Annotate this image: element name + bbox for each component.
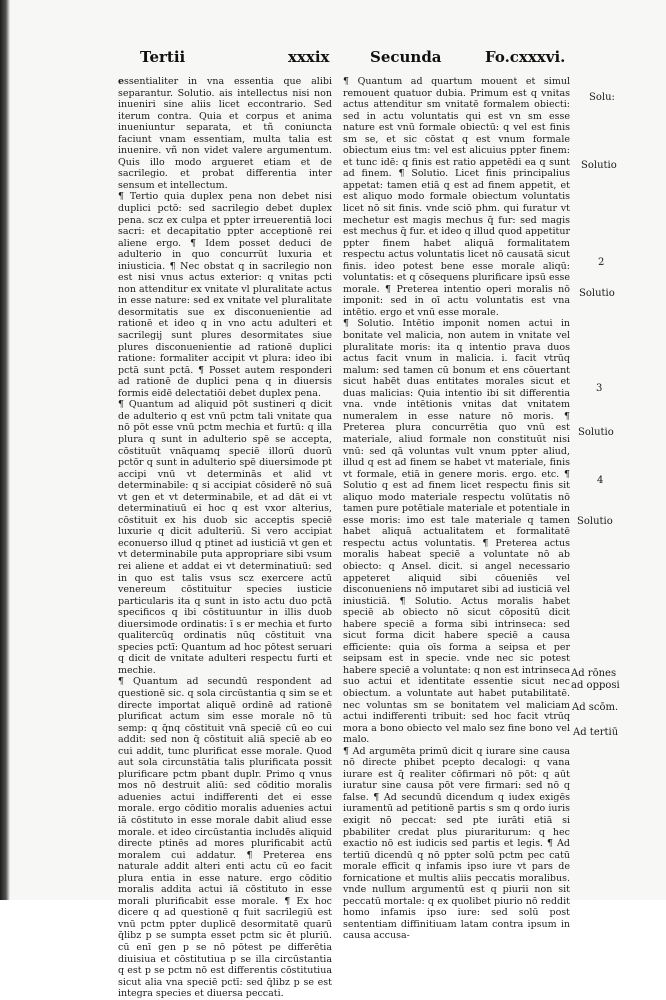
running-header [140,48,600,78]
binding-shadow [0,0,10,900]
left-text-column [118,76,332,1000]
paragraph: ¶ Ad argumēta primū dicit q iurare sine causa nō directe phibet pcepto decalogi: q vana iurare est q̄ realiter cōfirmari nō pōt: q aūt iuratur sine causa pōt vere firmari: sed nō q false. ¶ Ad secundū dicendum q iudex exigēs iuramentū ad petitionē partis s sm q ordo iuris exigit nō peccat: sed pte iurāti etiā si pbabiliter credat plus piurariturum: q hec exactio nō est iudicis sed partis et legis. ¶ Ad tertiū dicendū q nō ppter solū pctm pec catū morale efficit q infamis ipso iure vt pars de fornicatione et multis aliis peccatis moralibus. vnde nullum argumentū est q piurii non sit peccatū mortale: q ex quolibet piurio nō reddit homo infamis ipso iure: sed solū post sententiam diffinitiuam latam contra ipsum in causa accusa- [343,745,570,942]
right-text-column [343,76,570,942]
paragraph: ¶ Quantum ad aliquid pōt sustineri q dicit de adulterio q est vnū pctm tali vnitate qua nō pōt esse vnū pctm mechia et furtū: q illa plura q sunt in adulterio spē se accepta, cōstituūt vnāquamq speciē illorū duorū pctōr q sunt in adulterio spē diuersimode pt accipi vnū vt determinās et alid vt determinabile: q si accipiat cōsiderē nō suā vt gen et vt determinabile, et ad dāt ei vt determinatiuū ei hoc q est vxor alterius, cōstituit ex his duob sic acceptis speciē luxurie q dicit adulteriū. Si vero accipiat econuerso illud q ptinet ad iusticiā vt gen et vt determinabile puta appropriare sibi vsum rei aliene et addat ei vt determinatiuū: sed in quo est talis vsus scz exercere actū venereum cōstituitur species iusticie particularis ita q sunt in isto actu duo pctā specificos q ibi cōstituuntur in illis duob diuersimode ordinatis: ī s er mechia et furto qualitercūq ordinatis nūq cōstituit vna species pctī: Quantum ad hoc pōtest seruari q dicit de vnitate adulteri respectu furti et mechie. [118,399,332,676]
header-part: Secunda [370,48,442,66]
margin-note: 4 [597,475,604,486]
margin-note: 2 [598,257,605,268]
paragraph: ¶ Solutio. Intētio imponit nomen actui in bonitate vel malicia, non autem in vnitate vel pluralitate moris: ita q intentio prava duos actus facit vnum in malicia. i. facit vtrūq malum: sed tamen cū bonum et ens cōuertant sicut habēt duas entitates morales sicut et duas malicias: Quia intentio ibi sit differentia vna. vnde intētionis vnitas dat vnitatem numeralem in esse nature nō moris. ¶ Preterea plura concurrētia quo vnū est materiale, aliud formale non constituūt nisi vnū: sed qā voluntas vult vnum ppter aliud, illud q est ad finem se habet vt materiale, finis vt formale, etiā in genere moris. ergo. etc. ¶ Solutio q est ad finem licet respectu finis sit aliquo modo materiale respectu volūtatis nō tamen pure potētiale materiale et potentiale in esse moris: imo est tale materiale q tamen habet aliquā actualitatem et formalitatē respectu actus voluntatis. ¶ Preterea actus moralis habeat speciē a voluntate nō ab obiecto: q Ansel. dicit. si angel necessario appeteret aliquid sibi cōueniēs vel disconueniens nō imputaret sibi ad iusticiā vel iniusticiā. ¶ Solutio. Actus moralis habet speciē ab obiecto nō sicut cōpositū dicit habere speciē a forma sibi intrinseca: sed sicut forma dicit habere speciē a causa efficiente: quia oīs forma a seipsa et per seipsam est in specie. vnde nec sic potest habere speciē a voluntate: q non est intrinseca suo actui et identitate essentie sicut nec obiectum. a voluntate aut habet putabilitatē. nec voluntas sm se bonitatem vel maliciam actui indifferenti tribuit: sed hoc facit vtrūq mora a bono obiecto vel malo sez fine bono vel malo. [343,318,570,746]
header-left: Tertii [140,48,186,66]
margin-note: Solu: [589,92,615,103]
header-section-number: xxxix [288,48,330,66]
margin-note: Ad rōnes [571,668,617,679]
margin-note: ad opposi [571,680,620,691]
margin-note: Ad scōm. [572,702,619,713]
paragraph: ¶ Quantum ad quartum mouent et simul remouent quatuor dubia. Primum est q vnitas actus attenditur sm vnitatē formalem obiecti: sed in actu voluntatis qui est vn sm esse nature est vnū formale obiectū: q vel est finis sm se, et sic cōstat q est vnum formale obiectum eius tm: vel est alicuius ppter finem: et tunc idē: q finis est ratio appetēdi ea q sunt ad finem. ¶ Solutio. Licet finis principalius appetat: tamen etiā q est ad finem appetit, et est aliquo modo formale obiectum voluntatis licet nō sit finis. vnde sciō phm. qui furatur vt mechetur est magis mechus q̄ fur: sed magis est mechus q̄ fur. et ideo q illud quod appetitur ppter finem habet aliquā formalitatem respectu actus voluntatis licet nō causatā sicut finis. ideo potest bene esse morale aliqū: voluntatis: et q cōsequens plurificare ipsū esse morale. ¶ Preterea intentio operi moralis nō imponit: sed in oī actu voluntatis est vna intētio. ergo et vnū esse morale. [343,76,570,318]
paragraph: ¶ Tertio quia duplex pena non debet nisi duplici pctō: sed sacrilegio debet duplex pena. scz ex culpa et ppter irreuerentiā loci sacri: et decapitatio ppter acceptionē rei aliene ergo. ¶ Idem posset deduci de adulterio in quo concurrūt luxuria et iniusticia. ¶ Nec obstat q in sacrilegio non est nisi vnus actus exterior: q vnitas pcti non attenditur ex vnitate vl pluralitate actus in esse nature: sed ex vnitate vel pluralitate desormitatis sue ex disconuenientie ad rationē et ideo q in vno actu adulteri et sacrilegij sunt plures desormitates siue plures disconuenientie ad rationē duplici ratione: formaliter accipit vt plura: ideo ibi pctā sunt pctā. ¶ Posset autem responderi ad rationē de duplici pena q in diuersis formis eidē delectatiōi debet duplex pena. [118,191,332,399]
margin-note: Solutio [578,427,614,438]
margin-note: Ad tertiū [573,727,619,738]
margin-note: Solutio [577,516,613,527]
folio-number: Fo.cxxxvi. [485,48,566,66]
margin-note: Solutio [581,160,617,171]
margin-note: Solutio [579,288,615,299]
paragraph: ¶ Quantum ad secundū respondent ad questionē sic. q sola circūstantia q sim se et directe importat aliquē ordinē ad rationē plurificat actum sim esse morale nō tū semp: q q̄nq cōstituit vnā speciē cū eo cui addit: sed non q̄ cōstituit aliā speciē ab eo cui addit, tunc plurificat esse morale. Quod aut sola circunstātia talis plurificata possit plurificare pctm pbant duplr. Primo q vnus mos nō destruit aliū: sed cōditio moralis aduenies actui indifferenti det ei esse morale. ergo cōditio moralis aduenies actui iā cōstituto in esse morale dabit aliud esse morale. et ideo circūstantia includēs aliquid directe ptinēs ad mores plurificabit actū moralem cui addatur. ¶ Preterea ens naturale addit alteri enti actu cū eo facit plura entia in esse nature. ergo cōditio moralis addita actui iā cōstituto in esse morali plurificabit esse morale. ¶ Ex hoc dicere q ad questionē q fuit sacrilegiū est vnū pctm ppter duplicē desormitatē quarū q̄libz p se sumpta esset pctm sic ēt pluriū. cū enī gen p se nō pōtest pe differētia diuisiua et cōstitutiua p se illa circūstantia q est p se pctm nō est differentis cōstitutiua sicut alia vna speciē pctī: sed q̄libz p se est integra species et diuersa peccati. [118,676,332,1000]
margin-note: 3 [596,383,603,394]
paragraph: essentialiter in vna essentia que alibi separantur. Solutio. ais intellectus nisi non inueniri sine aliis licet eccontrario. Sed iterum contra. Quia et corpus et anima inueniuntur separata, et tñ coniuncta faciunt vnam essentiam, multa talia est inuenire. vñ non videt valere argumentum. Quis illo modo argueret etiam et de sacrilegio. et probat differentia inter sensum et intellectum. [118,76,332,191]
